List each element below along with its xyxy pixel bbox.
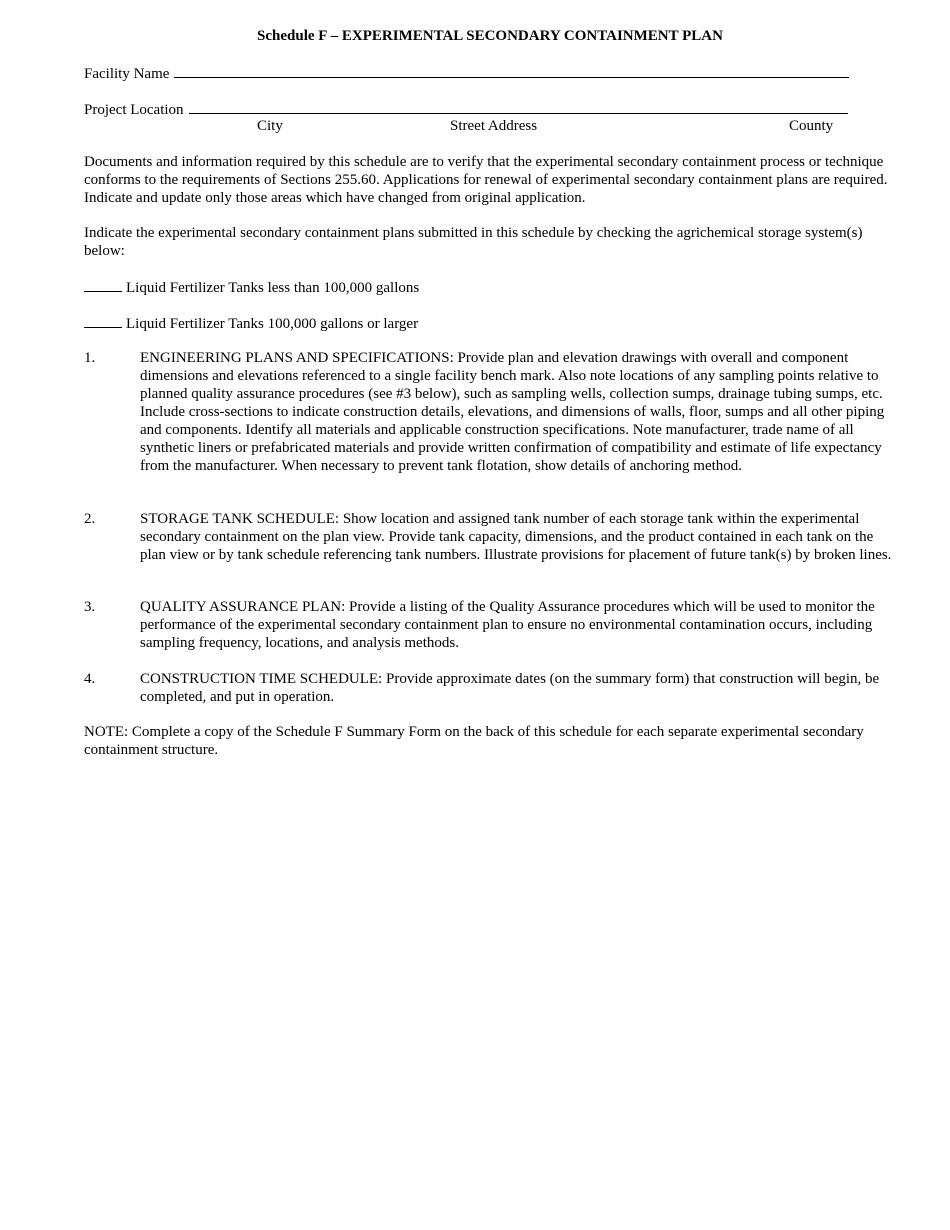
list-item-quality-assurance (84, 598, 896, 652)
item-number: 4. (84, 671, 96, 687)
checkbox-row-small-tanks (84, 277, 419, 297)
list-item-construction-schedule (84, 670, 896, 706)
note-paragraph: NOTE: Complete a copy of the Schedule F Summary Form on the back of this schedule for each separate experimental secondary containment structure. (84, 724, 864, 758)
list-item-storage-tank-schedule (84, 510, 896, 564)
intro-paragraph: Documents and information required by this schedule are to verify that the experimental secondary containment process or technique conforms to the requirements of Sections 255.60. Applications for renewal of experimental secondary containment plans are required. Indicate and update only those areas which have changed from original application. (84, 154, 888, 206)
checkbox-row-large-tanks (84, 313, 418, 333)
list-item-engineering-plans (84, 349, 896, 475)
county-label: County (789, 118, 834, 134)
item-text: ENGINEERING PLANS AND SPECIFICATIONS: Provide plan and elevation drawings with overall and component dimensions and elevations referenced to a single facility bench mark. Also note locations of any sampling points relative to planned quality assurance procedures (see #3 below), such as sampling wells, collection sumps, drainage tubing sumps, etc. Include cross-sections to indicate construction details, elevations, and dimensions of walls, floor, sumps and all other piping and components. Identify all materials and applicable construction specifications. Note manufacturer, trade name of all synthetic liners or prefabricated materials and provide written confirmation of compatibility and estimate of life expectancy from the manufacturer. When necessary to prevent tank flotation, show details of anchoring method. (140, 350, 885, 474)
facility-name-row (84, 63, 896, 83)
facility-name-label: Facility Name (84, 66, 170, 82)
project-location-label: Project Location (84, 102, 184, 118)
item-number: 1. (84, 350, 96, 366)
item-number: 3. (84, 599, 96, 615)
street-address-label: Street Address (450, 118, 538, 134)
item-text: CONSTRUCTION TIME SCHEDULE: Provide approximate dates (on the summary form) that construction will begin, be completed, and put in operation. (140, 671, 880, 705)
page-title: Schedule F – EXPERIMENTAL SECONDARY CONTAINMENT PLAN (257, 28, 723, 44)
checkbox-label-large-tanks: Liquid Fertilizer Tanks 100,000 gallons or larger (126, 316, 419, 332)
item-number: 2. (84, 511, 96, 527)
checkbox-label-small-tanks: Liquid Fertilizer Tanks less than 100,000 gallons (126, 280, 420, 296)
facility-name-field[interactable] (174, 63, 849, 78)
item-text: QUALITY ASSURANCE PLAN: Provide a listing of the Quality Assurance procedures which will be used to monitor the performance of the experimental secondary containment plan to ensure no environmental contamination occurs, including sampling frequency, locations, and analysis methods. (140, 599, 875, 651)
check-blank-large-tanks[interactable] (84, 313, 122, 328)
item-text: STORAGE TANK SCHEDULE: Show location and assigned tank number of each storage tank within the experimental secondary containment on the plan view. Provide tank capacity, dimensions, and the product contained in each tank on the plan view or by tank schedule referencing tank numbers. Illustrate provisions for placement of future tank(s) by broken lines. (140, 511, 892, 563)
location-sub-labels (84, 117, 896, 135)
city-label: City (257, 118, 283, 134)
indicate-paragraph: Indicate the experimental secondary containment plans submitted in this schedule by checking the agrichemical storage system(s) below: (84, 225, 863, 259)
check-blank-small-tanks[interactable] (84, 277, 122, 292)
project-location-row (84, 99, 896, 119)
project-location-field[interactable] (189, 99, 848, 114)
